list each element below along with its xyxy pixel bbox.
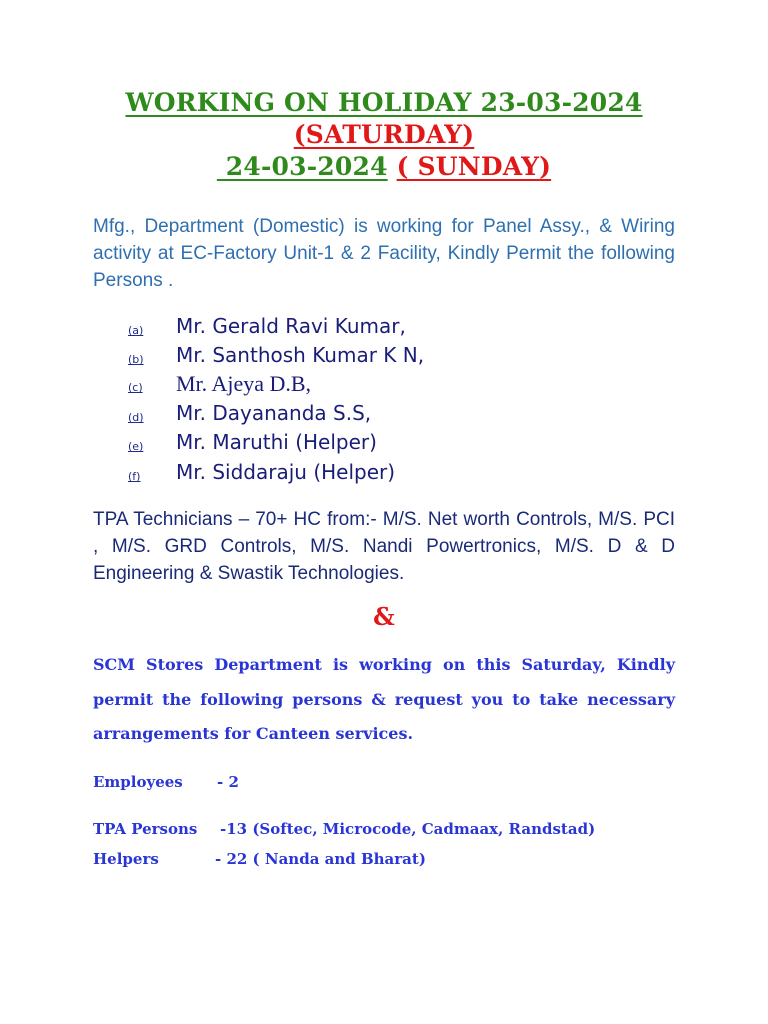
person-name: Mr. Maruthi (Helper) <box>176 430 377 454</box>
title-date-sunday <box>0 152 768 182</box>
person-name: Mr. Siddaraju (Helper) <box>176 460 396 484</box>
title-line-3-day: ( SUNDAY) <box>396 152 552 181</box>
count-value: - 2 <box>217 773 239 791</box>
person-marker: (b) <box>128 353 144 366</box>
title-day-saturday <box>0 120 768 150</box>
count-employees <box>93 773 239 791</box>
person-marker: (a) <box>128 324 144 337</box>
page-title <box>0 88 768 118</box>
person-name: Mr. Gerald Ravi Kumar, <box>176 314 406 338</box>
person-marker: (d) <box>128 411 144 424</box>
person-marker: (e) <box>128 440 144 453</box>
count-value: - 22 ( Nanda and Bharat) <box>215 850 426 868</box>
person-marker: (c) <box>128 381 143 394</box>
person-marker: (f) <box>128 470 141 483</box>
count-tpa-persons <box>93 820 596 838</box>
person-name: Mr. Ajeya D.B, <box>176 371 312 396</box>
title-line-2: (SATURDAY) <box>293 120 475 149</box>
ampersand-separator: & <box>373 602 395 631</box>
scm-stores-paragraph: SCM Stores Department is working on this Saturday, Kindly permit the following persons & request you to take necessary arrangements for Canteen services. <box>93 655 675 743</box>
title-line-3-date: 24-03-2024 <box>216 152 388 181</box>
intro-paragraph: Mfg., Department (Domestic) is working for Panel Assy., & Wiring activity at EC-Factory Unit-1 & 2 Facility, Kindly Permit the following Persons . <box>93 216 675 291</box>
count-label: TPA Persons <box>93 820 198 838</box>
person-name: Mr. Santhosh Kumar K N, <box>176 343 425 367</box>
tpa-technicians-paragraph: TPA Technicians – 70+ HC from:- M/S. Net worth Controls, M/S. PCI , M/S. GRD Controls, M/S. Nandi Powertronics, M/S. D & D Engineering & Swastik Technologies. <box>93 509 675 584</box>
count-helpers <box>93 850 426 868</box>
title-line-1: WORKING ON HOLIDAY 23-03-2024 <box>125 88 643 117</box>
count-label: Helpers <box>93 850 159 868</box>
count-label: Employees <box>93 773 183 791</box>
person-name: Mr. Dayananda S.S, <box>176 401 372 425</box>
count-value: -13 (Softec, Microcode, Cadmaax, Randstad) <box>220 820 596 838</box>
